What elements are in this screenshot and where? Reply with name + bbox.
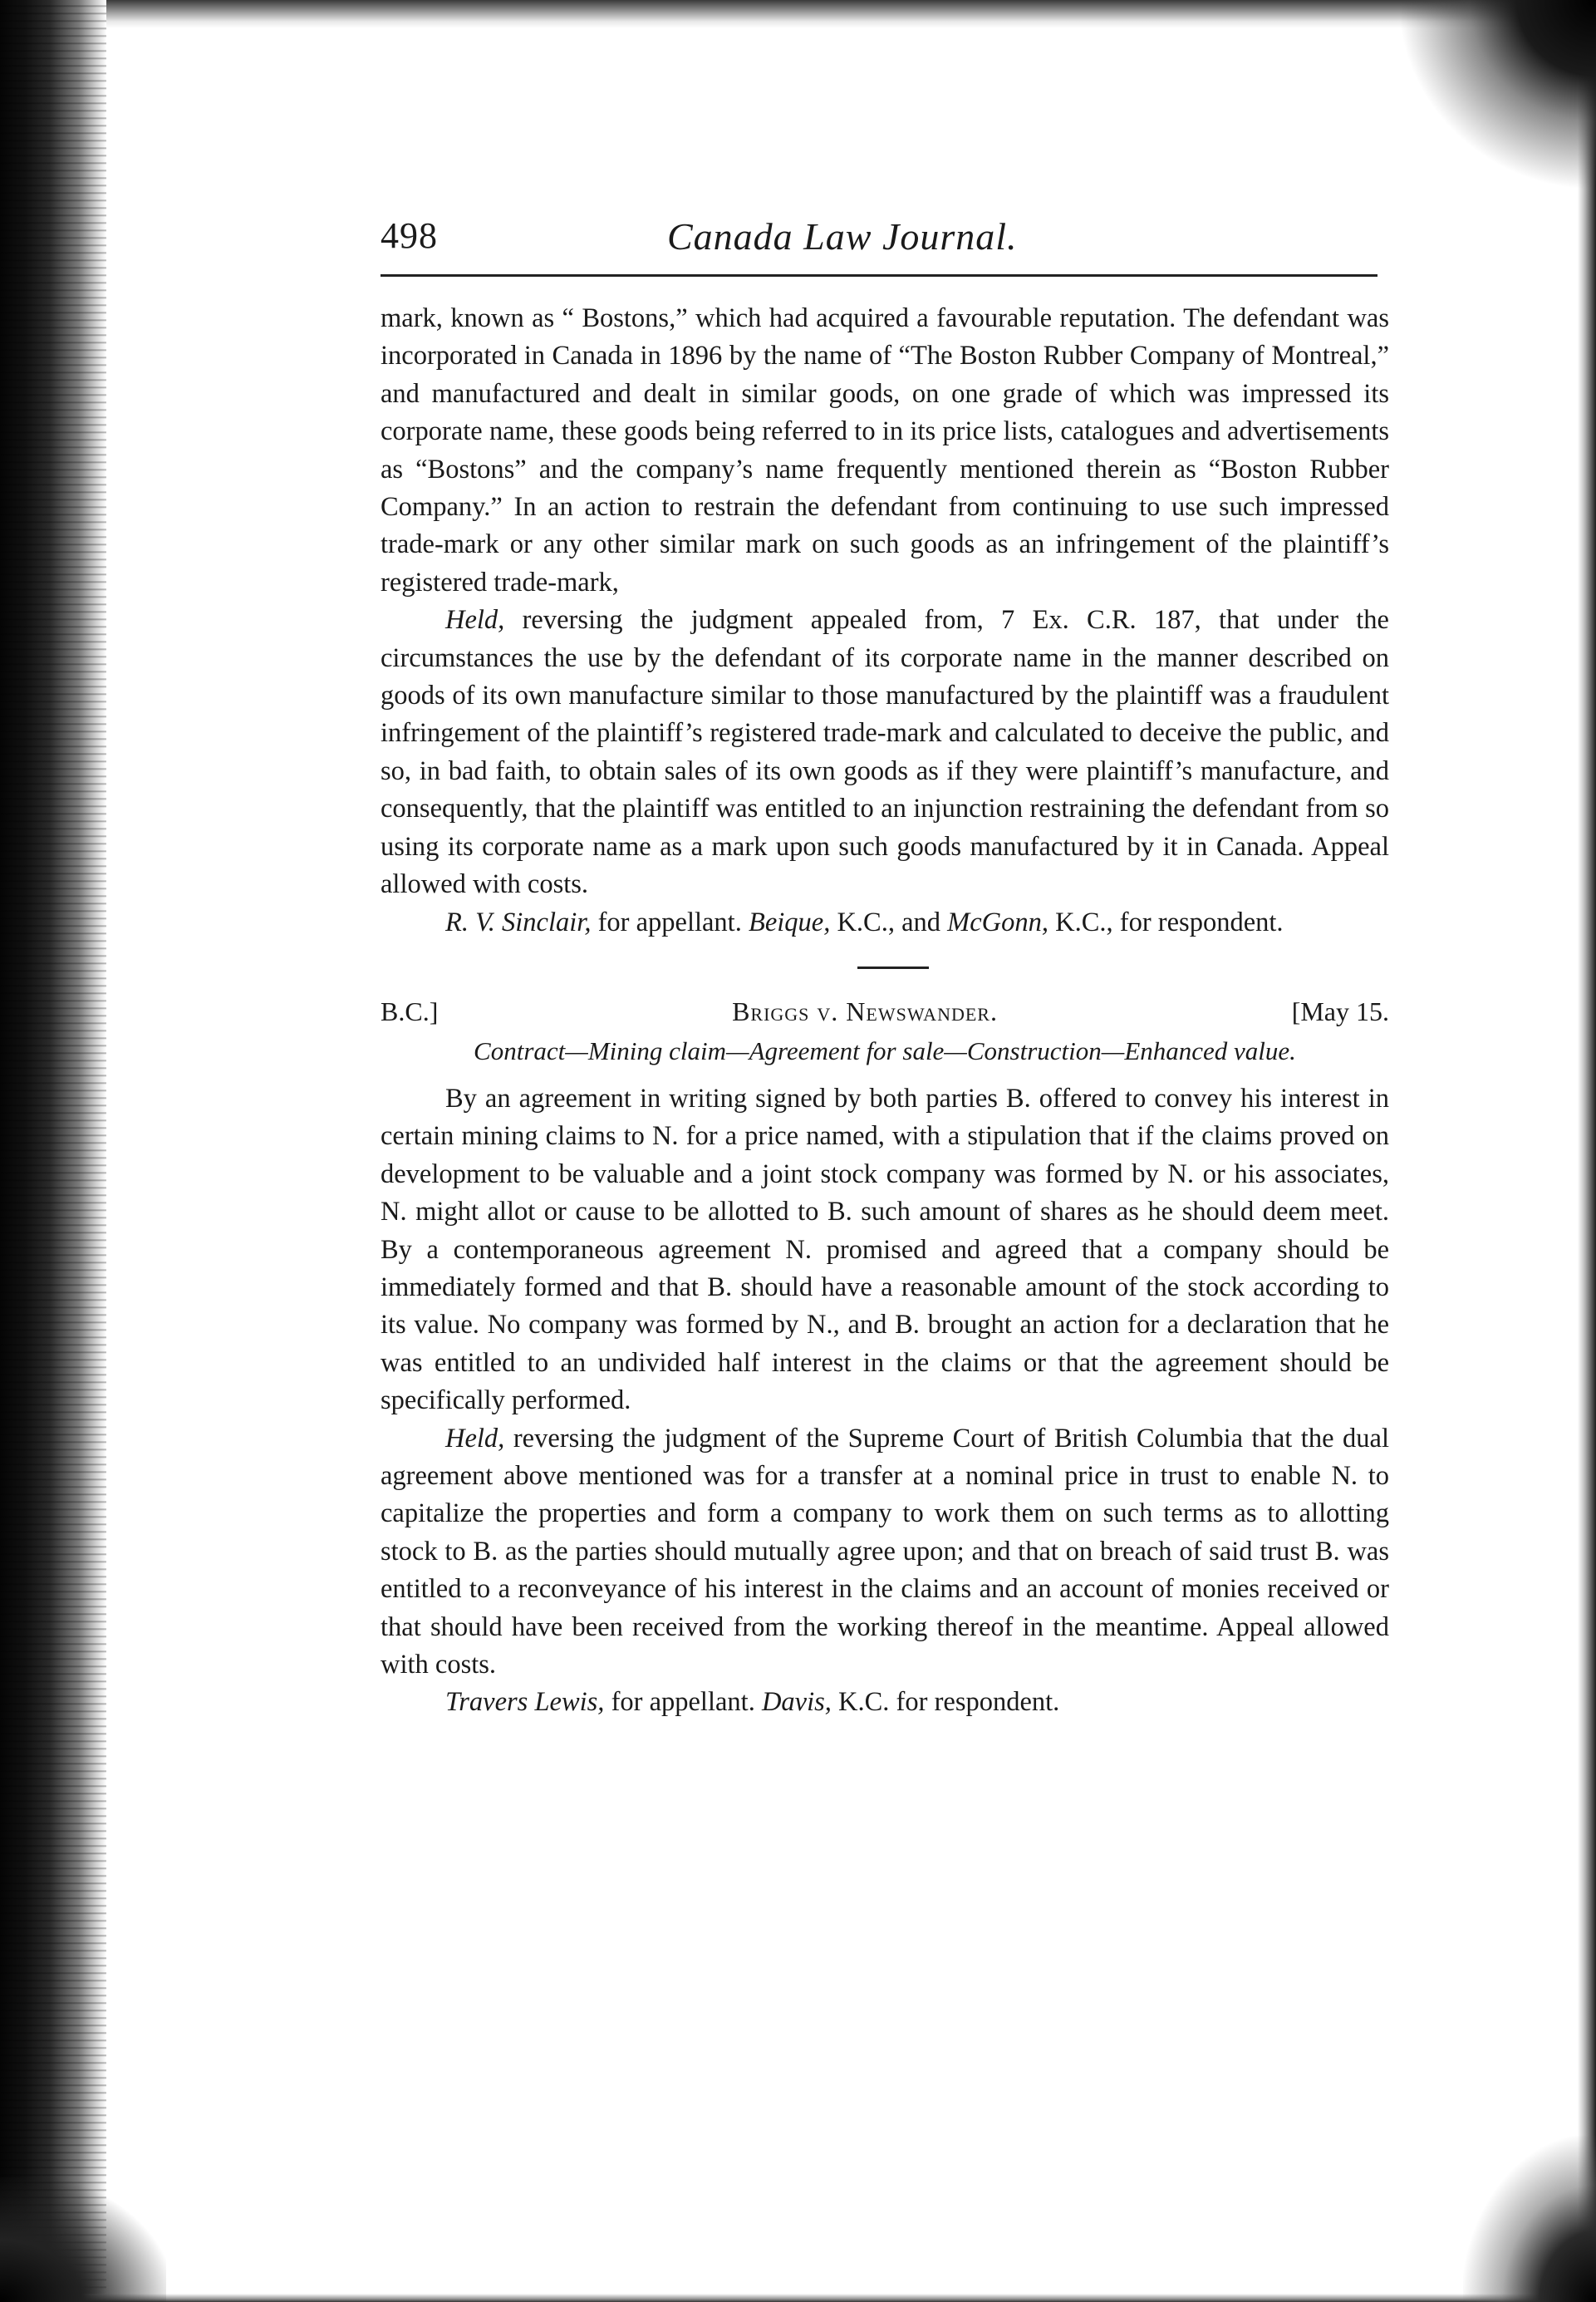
case1-counsel [381,904,1389,942]
case1-held-label: Held, [445,605,505,636]
journal-title: Canada Law Journal. [667,215,1018,258]
journal-page [381,208,1389,1722]
scan-corner-top-right [1397,0,1596,191]
case2-held [381,1420,1389,1685]
case1-counsel-1-role: for appellant. [591,907,749,937]
scan-bottom-edge [0,2294,1596,2302]
case2-title: Briggs v. Newswander. [732,996,998,1026]
case1-counsel-2-name: Beique, [748,907,831,937]
scan-top-edge [0,0,1596,28]
case2-held-text: reversing the judgment of the Supreme Court of British Columbia that the dual agreement above mentioned was for a transfer at a nominal price in trust to enable N. to capitalize the properties and form a company to work them on such terms as to allotting stock to B. as the parties should mutually agree upon; and that on breach of said trust B. was entitled to a reconveyance of his interest in the claims and an account of monies received or that should have been received from the working thereof in the meantime. Appeal allowed with costs. [381,1423,1389,1680]
scan-right-edge [1578,0,1596,2302]
case2-facts: By an agreement in writing signed by both parties B. offered to convey his interest in certain mining claims to N. for a price named, with a stipulation that if the claims proved on development to be valuable and a joint stock company was formed by N. or his associates, N. might allot or cause to be allotted to B. such amount of shares as he should deem meet. By a contemporaneous agreement N. promised and agreed that a company should be immediately formed and that B. should have a reasonable amount of the stock according to its value. No company was formed by N., and B. brought an action for a declaration that he was entitled to an undivided half interest in the claims or that the agreement should be specifically performed. [381,1083,1389,1416]
case1-counsel-1-name: R. V. Sinclair, [445,907,592,937]
scan-binding-edge [0,0,106,2302]
case2-counsel-2-role: K.C. for respondent. [831,1687,1060,1718]
case1-counsel-3-name: McGonn, [947,907,1048,937]
scan-corner-bottom-left [0,2177,166,2302]
case1-held-text: reversing the judgment appealed from, 7 Ex. C.R. 187, that under the circumstances the use by the defendant of its corporate name in the manner described on goods of its own manufacture similar to those manufactured by the plaintiff was a fraudulent infringement of the plaintiff’s registered trade-mark and calculated to deceive the public, and so, in bad faith, to obtain sales of its own goods as if they were plaintiff’s manufacture, and consequently, that the plaintiff was entitled to an injunction restraining the defendant from so using its corporate name as a mark upon such goods manufactured by it in Canada. Appeal allowed with costs. [381,605,1389,900]
case1-counsel-2-role: K.C., and [830,907,948,937]
case2-counsel-1-role: for appellant. [604,1687,762,1718]
case2-jurisdiction: B.C.] [381,996,439,1026]
case2-counsel [381,1684,1389,1721]
case2-held-label: Held, [445,1423,505,1454]
scan-corner-bottom-right [1463,2136,1596,2302]
header-rule [381,274,1377,277]
case2-catchwords: Contract—Mining claim—Agreement for sale—Construction—Enhanced value. [474,1035,1296,1065]
running-head [381,208,1389,274]
case2-heading [381,992,1389,1030]
page-body [381,300,1389,1722]
case2-counsel-2-name: Davis, [761,1687,832,1718]
case1-facts: mark, known as “ Bostons,” which had acquired a favourable reputation. The defendant was incorporated in Canada in 1896 by the name of “The Boston Rubber Company of Montreal,” and manufactured and dealt in similar goods, on one grade of which was impressed its corporate name, these goods being referred to in its price lists, catalogues and advertisements as “Bostons” and the company’s name frequently mentioned therein as “Boston Rubber Company.” In an action to restrain the defendant from continuing to use such impressed trade-mark or any other similar mark on such goods as an infringement of the plaintiff’s registered trade-mark, [381,303,1389,598]
case2-counsel-1-name: Travers Lewis, [445,1687,605,1718]
case-separator-rule [857,967,929,969]
page-number: 498 [381,215,438,256]
case1-held [381,602,1389,903]
case1-counsel-3-role: K.C., for respondent. [1048,907,1284,937]
case2-date: [May 15. [1291,996,1389,1026]
